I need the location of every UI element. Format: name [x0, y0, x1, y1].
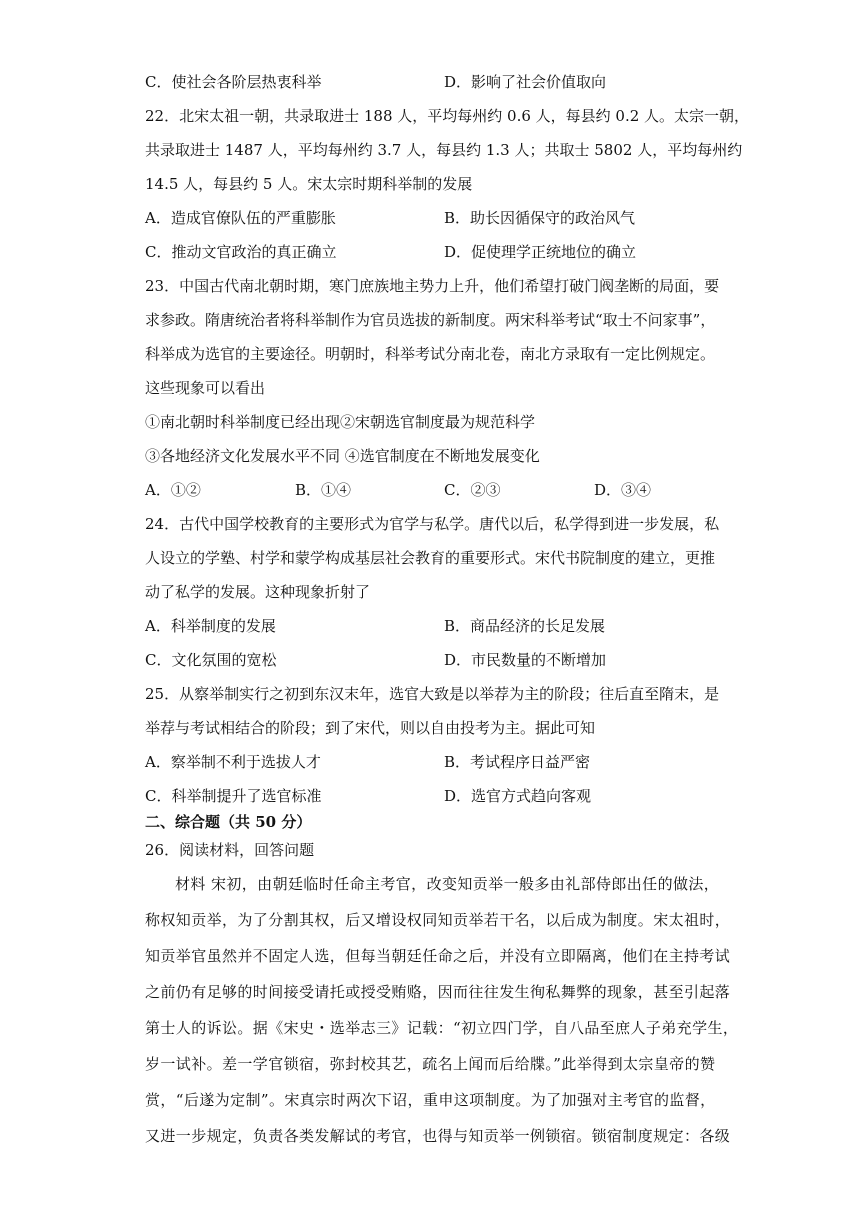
q23-stem-line-2: 求参政。隋唐统治者将科举制作为官员选拔的新制度。两宋科举考试“取士不问家事”， [145, 311, 716, 329]
q21-option-c: C．使社会各阶层热衷科举 [145, 73, 322, 91]
q23-statements-1: ①南北朝时科举制度已经出现②宋朝选官制度最为规范科学 [145, 413, 536, 431]
q24-stem-line-3: 动了私学的发展。这种现象折射了 [145, 583, 371, 601]
q23-option-c: C．②③ [444, 481, 501, 499]
q23-statements-2: ③各地经济文化发展水平不同 ④选官制度在不断地发展变化 [145, 447, 540, 465]
material-line-1: 材料 宋初，由朝廷临时任命主考官，改变知贡举一般多由礼部侍郎出任的做法， [175, 875, 720, 893]
q24-option-d: D．市民数量的不断增加 [444, 651, 607, 669]
q24-stem-line-2: 人设立的学塾、村学和蒙学构成基层社会教育的重要形式。宋代书院制度的建立，更推 [145, 549, 716, 567]
q21-option-d: D．影响了社会价值取向 [444, 73, 607, 91]
q25-option-c: C．科举制提升了选官标准 [145, 787, 322, 805]
section-title: 二、综合题（共 50 分） [145, 813, 312, 831]
q23-stem-line-1: 23．中国古代南北朝时期，寒门庶族地主势力上升，他们希望打破门阀垄断的局面，要 [145, 277, 720, 295]
q22-option-b: B．助长因循保守的政治风气 [444, 209, 636, 227]
q25-option-b: B．考试程序日益严密 [444, 753, 591, 771]
q24-option-b: B．商品经济的长足发展 [444, 617, 606, 635]
material-line-4: 之前仍有足够的时间接受请托或授受贿赂，因而往往发生徇私舞弊的现象，甚至引起落 [145, 983, 731, 1001]
q23-option-b: B．①④ [295, 481, 352, 499]
q25-option-d: D．选官方式趋向客观 [444, 787, 592, 805]
material-line-6: 岁一试补。差一学官锁宿，弥封校其艺，疏名上闻而后给牒。”此举得到太宗皇帝的赞 [145, 1055, 716, 1073]
q22-stem-line-2: 共录取进士 1487 人，平均每州约 3.7 人，每县约 1.3 人；共取士 5802 人，平均每州约 [145, 141, 743, 159]
q22-option-c: C．推动文官政治的真正确立 [145, 243, 337, 261]
material-line-7: 赏，“后遂为定制”。宋真宗时两次下诏，重申这项制度。为了加强对主考官的监督， [145, 1091, 716, 1109]
q23-option-d: D．③④ [594, 481, 652, 499]
q22-option-d: D．促使理学正统地位的确立 [444, 243, 637, 261]
material-line-8: 又进一步规定，负责各类发解试的考官，也得与知贡举一例锁宿。锁宿制度规定：各级 [145, 1127, 731, 1145]
material-line-3: 知贡举官虽然并不固定人选，但每当朝廷任命之后，并没有立即隔离，他们在主持考试 [145, 947, 731, 965]
q23-stem-line-3: 科举成为选官的主要途径。明朝时，科举考试分南北卷，南北方录取有一定比例规定。 [145, 345, 716, 363]
material-line-5: 第士人的诉讼。据《宋史・选举志三》记载：“初立四门学，自八品至庶人子弟充学生， [145, 1019, 739, 1037]
q25-stem-line-1: 25．从察举制实行之初到东汉末年，选官大致是以举荐为主的阶段；往后直至隋末，是 [145, 685, 720, 703]
q23-stem-line-4: 这些现象可以看出 [145, 379, 266, 397]
q24-stem-line-1: 24．古代中国学校教育的主要形式为官学与私学。唐代以后，私学得到进一步发展，私 [145, 515, 720, 533]
q24-option-c: C．文化氛围的宽松 [145, 651, 277, 669]
q22-option-a: A．造成官僚队伍的严重膨胀 [145, 209, 336, 227]
q26-prompt: 26．阅读材料，回答问题 [145, 841, 315, 859]
q22-stem-line-1: 22．北宋太祖一朝，共录取进士 188 人，平均每州约 0.6 人，每县约 0.2 人。太宗一朝， [145, 107, 750, 125]
material-line-2: 称权知贡举，为了分割其权，后又增设权同知贡举若干名，以后成为制度。宋太祖时， [145, 911, 731, 929]
q25-stem-line-2: 举荐与考试相结合的阶段；到了宋代，则以自由投考为主。据此可知 [145, 719, 596, 737]
q22-stem-line-3: 14.5 人，每县约 5 人。宋太宗时期科举制的发展 [145, 175, 473, 193]
q25-option-a: A．察举制不利于选拔人才 [145, 753, 321, 771]
q23-option-a: A．①② [145, 481, 201, 499]
q24-option-a: A．科举制度的发展 [145, 617, 276, 635]
